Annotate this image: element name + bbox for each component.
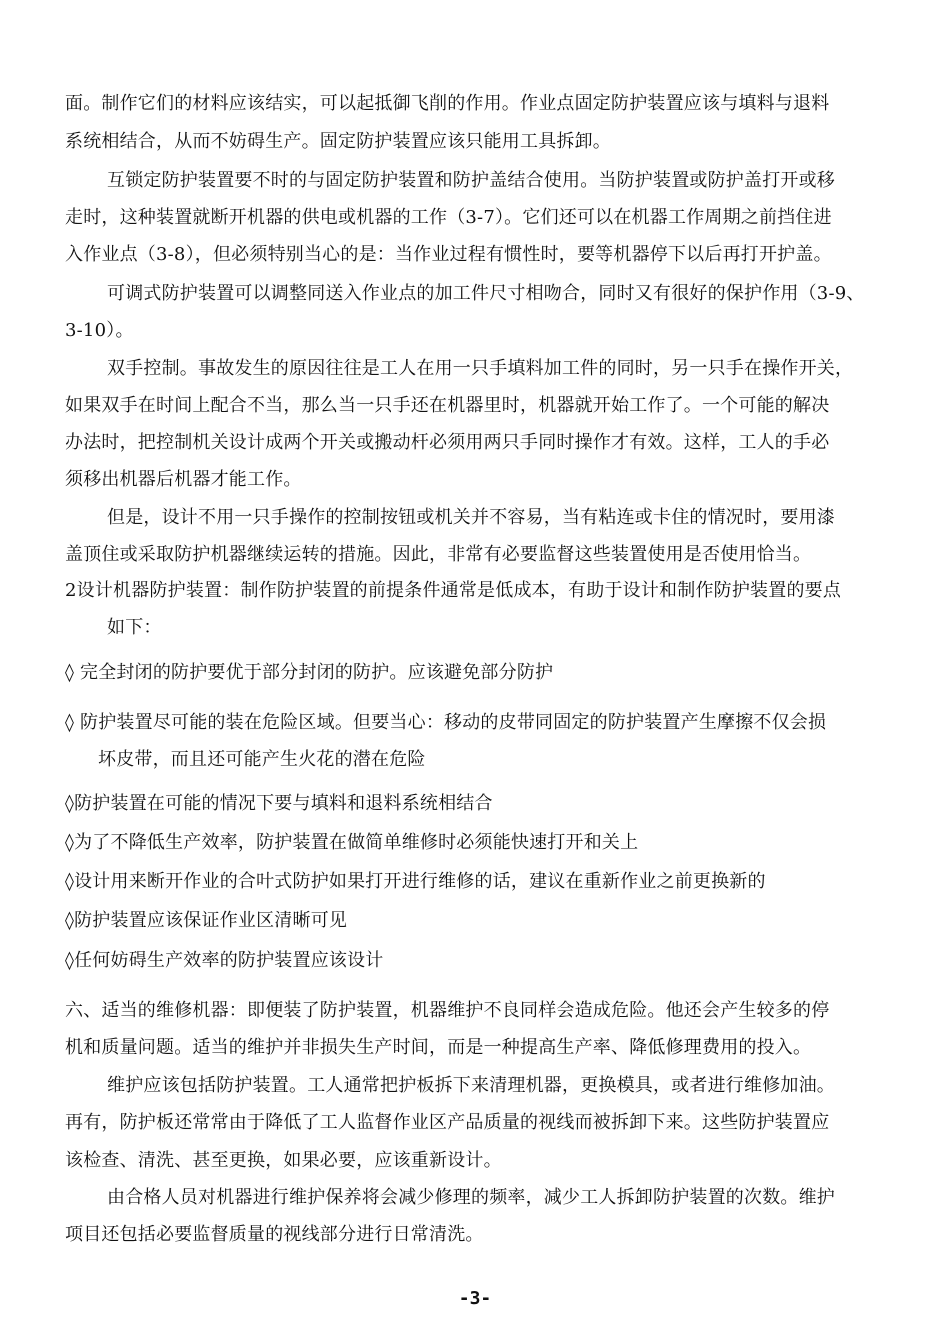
bullet-item: ◊设计用来断开作业的合叶式防护如果打开进行维修的话，建议在重新作业之前更换新的 <box>65 871 766 892</box>
text-line: 再有，防护板还常常由于降低了工人监督作业区产品质量的视线而被拆卸下来。这些防护装置应 <box>65 1112 830 1133</box>
bullet-item: ◊为了不降低生产效率，防护装置在做简单维修时必须能快速打开和关上 <box>65 832 639 853</box>
text-line: 须移出机器后机器才能工作。 <box>65 469 302 490</box>
text-line: 3-10）。 <box>65 320 134 341</box>
text-line: 如下： <box>107 617 162 638</box>
text-line: 双手控制。事故发生的原因往往是工人在用一只手填料加工件的同时，另一只手在操作开关， <box>107 358 854 379</box>
text-line: 该检查、清洗、甚至更换，如果必要，应该重新设计。 <box>65 1150 502 1171</box>
text-line: 系统相结合，从而不妨碍生产。固定防护装置应该只能用工具拆卸。 <box>65 131 611 152</box>
bullet-item: ◊任何妨碍生产效率的防护装置应该设计 <box>65 950 384 971</box>
text-line: 办法时，把控制机关设计成两个开关或搬动杆必须用两只手同时操作才有效。这样，工人的手必 <box>65 432 830 453</box>
page-number: -3- <box>458 1288 492 1309</box>
text-line: 入作业点（3-8），但必须特别当心的是：当作业过程有惯性时，要等机器停下以后再打开护盖。 <box>65 244 832 265</box>
bullet-item: ◊ 防护装置尽可能的装在危险区域。但要当心：移动的皮带同固定的防护装置产生摩擦不仅会损 <box>65 712 827 733</box>
text-line: 盖顶住或采取防护机器继续运转的措施。因此，非常有必要监督这些装置使用是否使用恰当。 <box>65 544 812 565</box>
text-line: 项目还包括必要监督质量的视线部分进行日常清洗。 <box>65 1224 484 1245</box>
text-line: 走时，这种装置就断开机器的供电或机器的工作（3-7）。它们还可以在机器工作周期之前挡住进 <box>65 207 832 228</box>
section-heading: 六、适当的维修机器：即便装了防护装置，机器维护不良同样会造成危险。他还会产生较多的停 <box>65 1000 830 1021</box>
bullet-item: ◊防护装置在可能的情况下要与填料和退料系统相结合 <box>65 793 493 814</box>
text-line: 但是，设计不用一只手操作的控制按钮或机关并不容易，当有粘连或卡住的情况时，要用漆 <box>107 507 835 528</box>
text-line: 互锁定防护装置要不时的与固定防护装置和防护盖结合使用。当防护装置或防护盖打开或移 <box>107 170 835 191</box>
bullet-item: ◊ 完全封闭的防护要优于部分封闭的防护。应该避免部分防护 <box>65 662 554 683</box>
text-line: 可调式防护装置可以调整同送入作业点的加工件尺寸相吻合，同时又有很好的保护作用（3-9、 <box>107 283 865 304</box>
bullet-item: ◊防护装置应该保证作业区清晰可见 <box>65 910 348 931</box>
text-line: 如果双手在时间上配合不当，那么当一只手还在机器里时，机器就开始工作了。一个可能的解决 <box>65 395 830 416</box>
text-line: 机和质量问题。适当的维护并非损失生产时间，而是一种提高生产率、降低修理费用的投入。 <box>65 1037 812 1058</box>
text-line: 维护应该包括防护装置。工人通常把护板拆下来清理机器，更换模具，或者进行维修加油。 <box>107 1075 835 1096</box>
text-line: 坏皮带，而且还可能产生火花的潜在危险 <box>98 749 426 770</box>
text-line: 由合格人员对机器进行维护保养将会减少修理的频率，减少工人拆卸防护装置的次数。维护 <box>107 1187 835 1208</box>
text-line: 2设计机器防护装置：制作防护装置的前提条件通常是低成本，有助于设计和制作防护装置的要点 <box>65 580 842 601</box>
text-line: 面。制作它们的材料应该结实，可以起抵御飞削的作用。作业点固定防护装置应该与填料与退料 <box>65 93 830 114</box>
